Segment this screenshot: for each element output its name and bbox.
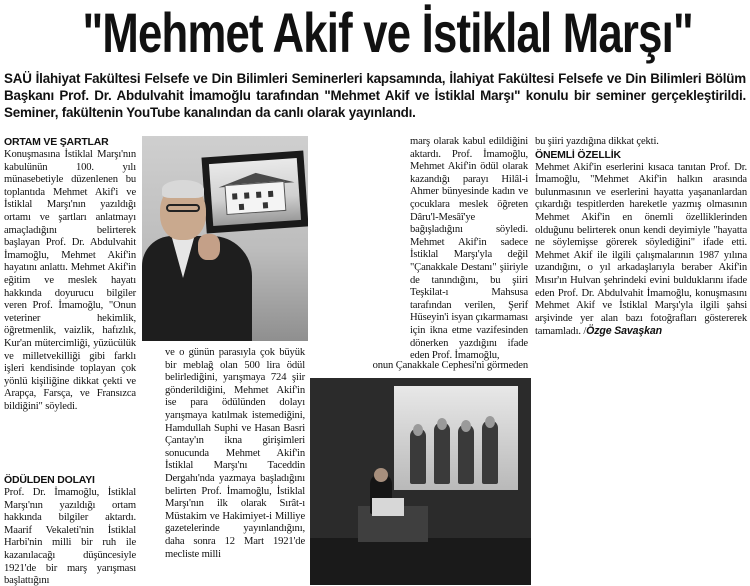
speaker-photo <box>142 136 308 341</box>
column-4-body: Mehmet Akif'in eserlerini kısaca tanıtan Prof. Dr. İmamoğlu, "Mehmet Akif'in halkın arasında bulunmasının ve eserlerini hayatta yaşananlardan çıkardığı tespitlerden hareketle yazmış olmasının Mehmet Akif'in en önemli özelliklerinden olduğunu belirterek onun kendi deyimiyle "hayatta ne söylemişse görerek söylediğini" ifade etti. Mehmet Akif ile ilgili çalışmalarının 1987 yılına uzandığını, o yıl arkadaşlarıyla beraber Akif'in Mısır'ın Hulvan şehrindeki evini bulduklarını ifade eden Prof. Dr. Abdulvahit İmamoğlu, konuşmasını Mehmet Akif ve İstiklal Marşı'yla ilgili şahsi arşivinde yer alan bazı fotoğrafları göstererek tamamladı. / <box>535 161 747 338</box>
headline: "Mehmet Akif ve İstiklal Marşı" <box>82 1 693 64</box>
speaker-figure <box>142 176 262 341</box>
column-2-text: ve o günün parasıyla çok büyük bir meblağ olan 500 lira ödül belirlediğini, yarışmaya 724 şiir gönderildiğini, Mehmet Akif'in ise para ödülünden dolayı yarışmaya katılmak istemediğini, Hamdullah Suphi ve Hasan Basri Çantay'ın ikna girişimleri sonucunda Mehmet Akif'in İstiklal Marşı'nı Taceddin Dergahı'nda yazmaya başladığını belirten Prof. İmamoğlu, İstiklal Marşı'nın ilk olarak Sırât-ı Müstakim ve Hakimiyet-i Milliye gazetelerinde yayınlandığını, daha sonra 12 Mart 1921'de mecliste milli <box>165 347 305 560</box>
column-3-tail-text: onun Çanakkale Cephesi'ni görmeden <box>372 360 528 371</box>
column-1b <box>4 474 136 586</box>
column-2 <box>165 347 305 561</box>
column-3-text: marş olarak kabul edildiğini aktardı. Prof. İmamoğlu, Mehmet Akif'in ödül olarak kazandığı parayı Hilâl-i Ahmer bünyesinde kadın ve çocuklara meslek öğreten Dâru'l-Mesâî'ye bağışladığını söyledi. Mehmet Akif'in sadece İstiklal Marşı'yla değil "Çanakkale Destanı" şiiriyle de tanındığını, bu şiiri Teşkilat-ı Mahsusa tarafından verilen, Şerif Hüseyin'i isyan çıkarmaması için ikna etme vazifesinden dönerken yazdığını ifade eden Prof. İmamoğlu, <box>410 136 528 362</box>
column-4 <box>535 136 747 339</box>
subheading-ortam: ORTAM VE ŞARTLAR <box>4 136 109 148</box>
seminar-hall-photo <box>310 378 531 585</box>
projection-screen <box>394 386 518 490</box>
column-4-text-2 <box>535 162 747 339</box>
column-1-text-2: Prof. Dr. İmamoğlu, İstiklal Marşı'nın yazıldığı ortam hakkında bilgiler aktardı. Maarif Vekaleti'nin İstiklal Harbi'nin milli bir ruh ile kazanılacağı düşüncesiyle 1921'de bir marş yarışması başlattığını <box>4 487 136 586</box>
lead-paragraph: SAÜ İlahiyat Fakültesi Felsefe ve Din Bilimleri Seminerleri kapsamında, İlahiyat Fakültesi Felsefe ve Din Bilimleri Bölüm Başkanı Prof. Dr. Abdulvahit İmamoğlu tarafından "Mehmet Akif ve İstiklal Marşı" konulu bir seminer gerçekleştirildi. Seminer, fakültenin YouTube kanalından da canlı olarak yayınlandı. <box>4 71 746 120</box>
column-3-tail <box>312 360 528 373</box>
column-4-text-1: bu şiiri yazdığına dikkat çekti. <box>535 136 659 147</box>
column-1 <box>4 136 136 413</box>
column-3 <box>312 136 528 363</box>
subheading-onemli: ÖNEMLİ ÖZELLİK <box>535 148 621 161</box>
byline: Özge Savaşkan <box>586 325 662 338</box>
subheading-odulden: ÖDÜLDEN DOLAYI <box>4 474 95 486</box>
column-1-text: Konuşmasına İstiklal Marşı'nın kabulünün 100. yılı münasebetiyle düzenlenen bu toplantıda Mehmet Akif'i ve İstiklal Marşı'nın yazıldığı ortamı ve şartları anlatmayı amaçladığını belirterek başlayan Prof. Dr. Abdulvahit İmamoğlu, Mehmet Akif'in hayatını anlattı. Mehmet Akif'in eğitim ve meslek hayatı hakkında doyurucu bilgiler veren Prof. İmamoğlu, "Onun veteriner hekimlik, öğretmenlik, vaizlik, hafızlık, Kur'an mütercimliği, yüzücülük ve milletvekilliği gibi farklı işleri kendisinde toplayan çok yönlü kişiliğine dikkat çekti ve Arapça, Farsça, ve Fransızca bildiğini" söyledi. <box>4 149 136 412</box>
